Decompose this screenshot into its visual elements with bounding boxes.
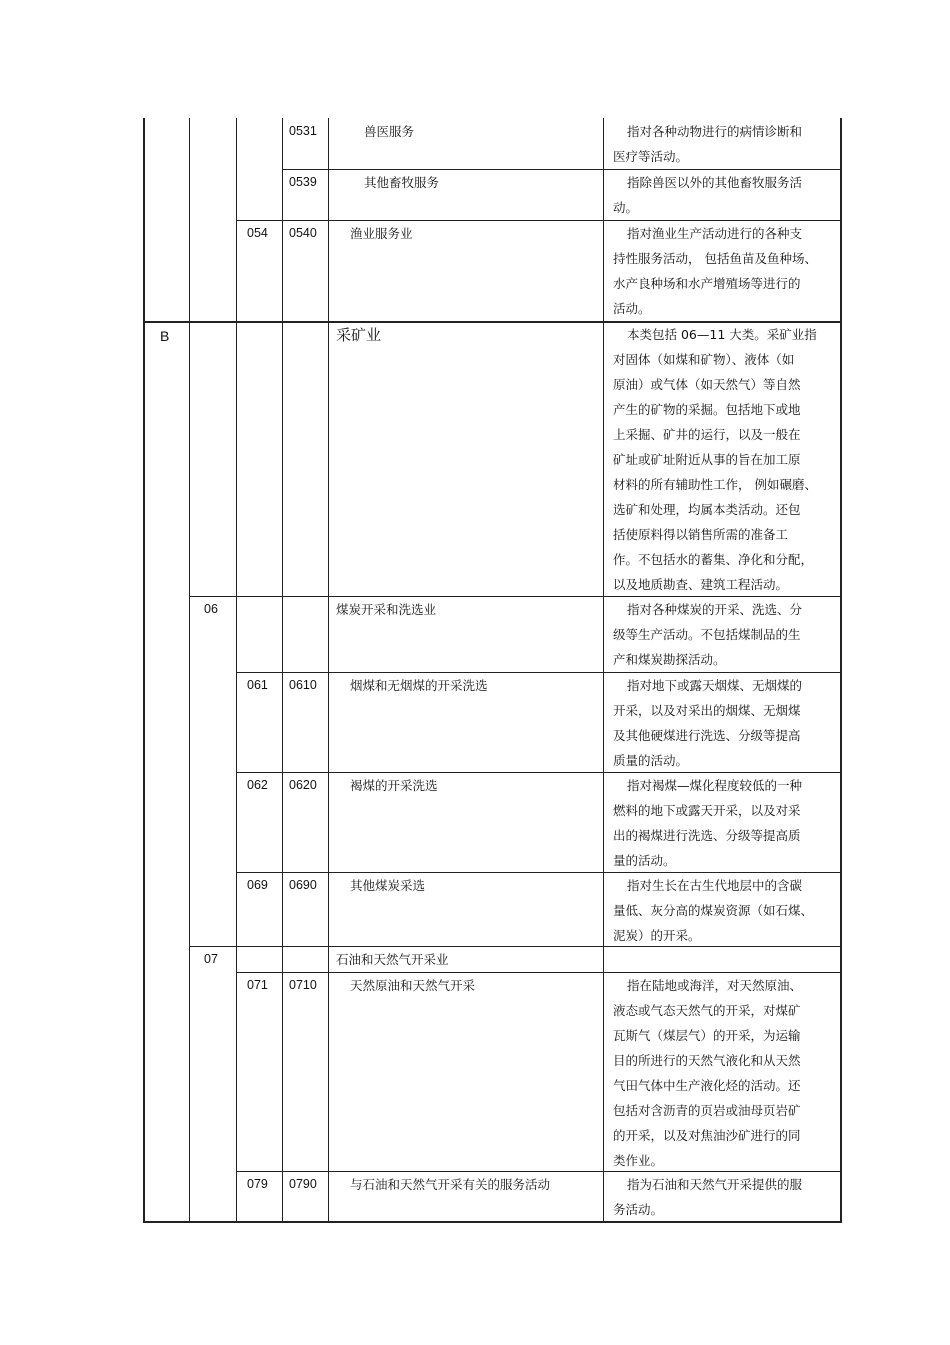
description-line: 指对褐煤—煤化程度较低的一种 xyxy=(627,778,803,793)
description-line: 开采，以及对采出的烟煤、无烟煤 xyxy=(613,703,801,718)
category-description xyxy=(613,773,838,873)
description-line: 级等生产活动。不包括煤制品的生 xyxy=(613,627,801,642)
category-name: 其他畜牧服务 xyxy=(364,175,440,190)
small-code: 0539 xyxy=(289,175,317,189)
section-code: B xyxy=(160,328,170,344)
small-code: 0540 xyxy=(289,226,317,240)
small-code: 0610 xyxy=(289,678,317,692)
mid-code: 062 xyxy=(247,778,268,792)
description-line: 矿址或矿址附近从事的旨在加工原 xyxy=(613,452,801,467)
major-code: 07 xyxy=(204,952,218,966)
description-line: 材料的所有辅助性工作， 例如碾磨、 xyxy=(613,477,817,492)
description-line: 活动。 xyxy=(613,301,651,316)
major-code: 06 xyxy=(204,602,218,616)
description-line: 对固体（如煤和矿物）、液体（如 xyxy=(613,352,795,367)
small-code: 0690 xyxy=(289,878,317,892)
description-line: 的开采，以及对焦油沙矿进行的同 xyxy=(613,1128,801,1143)
column-rule xyxy=(603,118,604,1222)
category-name: 渔业服务业 xyxy=(350,226,413,241)
column-rule xyxy=(143,118,145,1222)
description-line: 燃料的地下或露天开采，以及对采 xyxy=(613,803,801,818)
small-code: 0531 xyxy=(289,124,317,138)
category-description xyxy=(613,597,838,672)
description-line: 水产良种场和水产增殖场等进行的 xyxy=(613,276,801,291)
category-name: 采矿业 xyxy=(336,326,382,344)
description-line: 产生的矿物的采掘。包括地下或地 xyxy=(613,402,801,417)
description-line: 指除兽医以外的其他畜牧服务活 xyxy=(627,175,803,190)
description-line: 医疗等活动。 xyxy=(613,149,689,164)
column-rule xyxy=(328,118,329,1222)
category-name: 石油和天然气开采业 xyxy=(336,952,449,967)
small-code: 0620 xyxy=(289,778,317,792)
description-line: 液态或气态天然气的开采，对煤矿 xyxy=(613,1003,801,1018)
category-description xyxy=(613,973,838,1173)
description-line: 量低、灰分高的煤炭资源（如石煤、 xyxy=(613,903,814,918)
description-line: 量的活动。 xyxy=(613,853,676,868)
description-line: 务活动。 xyxy=(613,1202,664,1217)
category-name: 烟煤和无烟煤的开采洗选 xyxy=(350,678,488,693)
description-line: 指对生长在古生代地层中的含碳 xyxy=(627,878,803,893)
category-description xyxy=(613,873,838,948)
mid-code: 069 xyxy=(247,878,268,892)
description-line: 括使原料得以销售所需的准备工 xyxy=(613,527,789,542)
mid-code: 054 xyxy=(247,226,268,240)
category-description xyxy=(613,221,838,321)
small-code: 0790 xyxy=(289,1177,317,1191)
category-name: 褐煤的开采洗选 xyxy=(350,778,438,793)
description-line: 指为石油和天然气开采提供的服 xyxy=(627,1177,803,1192)
description-line: 作。不包括水的蓄集、净化和分配， xyxy=(613,552,814,567)
description-line: 指对渔业生产活动进行的各种支 xyxy=(627,226,803,241)
description-line: 持性服务活动， 包括鱼苗及鱼种场、 xyxy=(613,251,817,266)
description-line: 包括对含沥青的页岩或油母页岩矿 xyxy=(613,1103,801,1118)
description-line: 目的所进行的天然气液化和从天然 xyxy=(613,1053,801,1068)
column-rule xyxy=(236,118,237,1222)
column-rule xyxy=(840,118,842,1222)
description-line: 类作业。 xyxy=(613,1153,664,1168)
description-line: 泥炭）的开采。 xyxy=(613,928,701,943)
description-line: 指对各种煤炭的开采、洗选、分 xyxy=(627,602,803,617)
category-name: 兽医服务 xyxy=(364,124,415,139)
category-description xyxy=(613,322,838,597)
description-line: 以及地质勘查、建筑工程活动。 xyxy=(613,577,789,592)
mid-code: 079 xyxy=(247,1177,268,1191)
description-line: 质量的活动。 xyxy=(613,753,689,768)
description-line: 原油）或气体（如天然气）等自然 xyxy=(613,377,801,392)
category-description xyxy=(613,119,838,169)
category-description xyxy=(613,1172,838,1222)
description-line: 上采掘、矿井的运行，以及一般在 xyxy=(613,427,801,442)
description-line: 本类包括 06—11 大类。采矿业指 xyxy=(627,327,817,342)
description-line: 及其他硬煤进行洗选、分级等提高 xyxy=(613,728,801,743)
description-line: 产和煤炭勘探活动。 xyxy=(613,652,726,667)
category-name: 其他煤炭采选 xyxy=(350,878,426,893)
description-line: 指在陆地或海洋，对天然原油、 xyxy=(627,978,803,993)
description-line: 出的褐煤进行洗选、分级等提高质 xyxy=(613,828,801,843)
description-line: 动。 xyxy=(613,200,639,215)
small-code: 0710 xyxy=(289,978,317,992)
description-line: 指对地下或露天烟煤、无烟煤的 xyxy=(627,678,803,693)
category-description xyxy=(613,673,838,773)
category-name: 与石油和天然气开采有关的服务活动 xyxy=(350,1177,551,1192)
column-rule xyxy=(282,118,283,1222)
category-name: 天然原油和天然气开采 xyxy=(350,978,476,993)
description-line: 指对各种动物进行的病情诊断和 xyxy=(627,124,803,139)
mid-code: 061 xyxy=(247,678,268,692)
category-name: 煤炭开采和洗选业 xyxy=(336,602,437,617)
description-line: 瓦斯气（煤层气）的开采，为运输 xyxy=(613,1028,801,1043)
description-line: 气田气体中生产液化烃的活动。还 xyxy=(613,1078,801,1093)
description-line: 选矿和处理，均属本类活动。还包 xyxy=(613,502,801,517)
category-description xyxy=(613,170,838,220)
column-rule xyxy=(189,118,190,1222)
mid-code: 071 xyxy=(247,978,268,992)
